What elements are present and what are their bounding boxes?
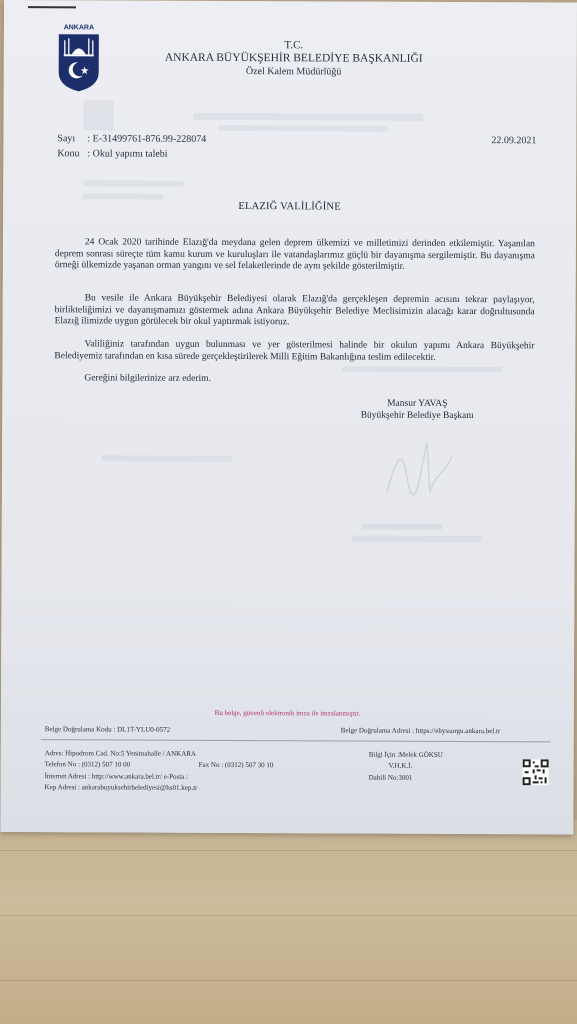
verification-address: Belge Doğrulama Adresi : https://ebyssorgu.ankara.bel.tr <box>340 726 501 736</box>
body-paragraph-1: 24 Ocak 2020 tarihinde Elazığ'da meydana gelen deprem ülkemizi ve milletimizi derinden etkilemiştir. Yaşanılan deprem sonrası süreçte tüm kamu kurum ve kuruluşları ile vatandaşlarımız güçlü bir dayanışma sergilemiştir. Bu dayanışma örneği ülkemizde yaşanan orman yangını ve sel felaketlerinde de aynı şekilde gösterilmiştir. <box>54 237 535 272</box>
konu-value: : Okul yapımı talebi <box>87 148 168 160</box>
signatory-title: Büyükşehir Belediye Başkanı <box>360 410 474 422</box>
footer-divider <box>41 739 551 742</box>
footer-web: İnternet Adresi : http://www.ankara.bel.tr/ e-Posta : <box>44 772 189 781</box>
footer-address: Adres: Hipodrom Cad. No:5 Yenimahalle / ANKARA <box>44 749 197 758</box>
footer-fax: Fax No : (0312) 507 30 10 <box>198 760 274 770</box>
ink-mark <box>28 6 76 8</box>
konu-label: Konu <box>57 148 80 160</box>
qr-code-icon <box>523 759 549 785</box>
logo-label: ANKARA <box>63 24 95 32</box>
footer-info-extension: Dahili No:3001 <box>368 773 413 782</box>
verification-code: Belge Doğrulama Kodu : DL1T-YLU0-0572 <box>44 725 171 734</box>
sayi-label: Sayı <box>57 133 76 145</box>
electronic-signature-note: Bu belge, güvenli elektronik imza ile imzalanmıştır. <box>214 708 361 718</box>
document-date: 22.09.2021 <box>491 135 537 147</box>
body-paragraph-3: Valiliğiniz tarafından uygun bulunması ve yer gösterilmesi halinde bir okulun yapımı Ankara Büyükşehir Belediyemiz tarafından en kısa sürede gerçekleştirilerek Milli Eğitim Bakanlığına teslim edilecektir. <box>54 339 535 363</box>
footer-kep: Kep Adresi : ankarabuyuksehirbelediyesi@hs01.kep.tr <box>44 783 198 792</box>
signatory-name: Mansur YAVAŞ <box>387 398 448 409</box>
body-paragraph-2: Bu vesile ile Ankara Büyükşehir Belediyesi olarak Elazığ'da gerçekleşen depremin acısını tekrar paylaşıyor, birlikteliğimizi ve dayanışmamızı göstermek adına Ankara Büyükşehir Belediye Meclisimizin alacağı karar doğrultusunda Elazığ ilimizde uygun görülecek bir okul yaptırmak istiyoruz. <box>54 293 535 328</box>
header-tc: T.C. <box>284 39 304 52</box>
footer-info-contact: Bilgi İçin :Melek GÖKSU <box>368 750 443 759</box>
recipient-title: ELAZIĞ VALİLİĞİNE <box>238 201 341 213</box>
header-institution: ANKARA BÜYÜKŞEHİR BELEDİYE BAŞKANLIĞI <box>164 51 423 65</box>
footer-phone: Telefon No : (0312) 507 10 00 <box>44 760 131 769</box>
ankara-logo <box>56 24 102 92</box>
bleed-through-signature <box>382 437 462 507</box>
footer-info-unit: V.H.K.İ. <box>388 761 413 770</box>
closing-line: Gereğini bilgilerinize arz ederim. <box>84 373 211 384</box>
sayi-value: : E-31499761-876.99-228074 <box>87 133 207 145</box>
wooden-floor-background <box>0 820 577 1024</box>
header-department: Özel Kalem Müdürlüğü <box>245 66 342 78</box>
